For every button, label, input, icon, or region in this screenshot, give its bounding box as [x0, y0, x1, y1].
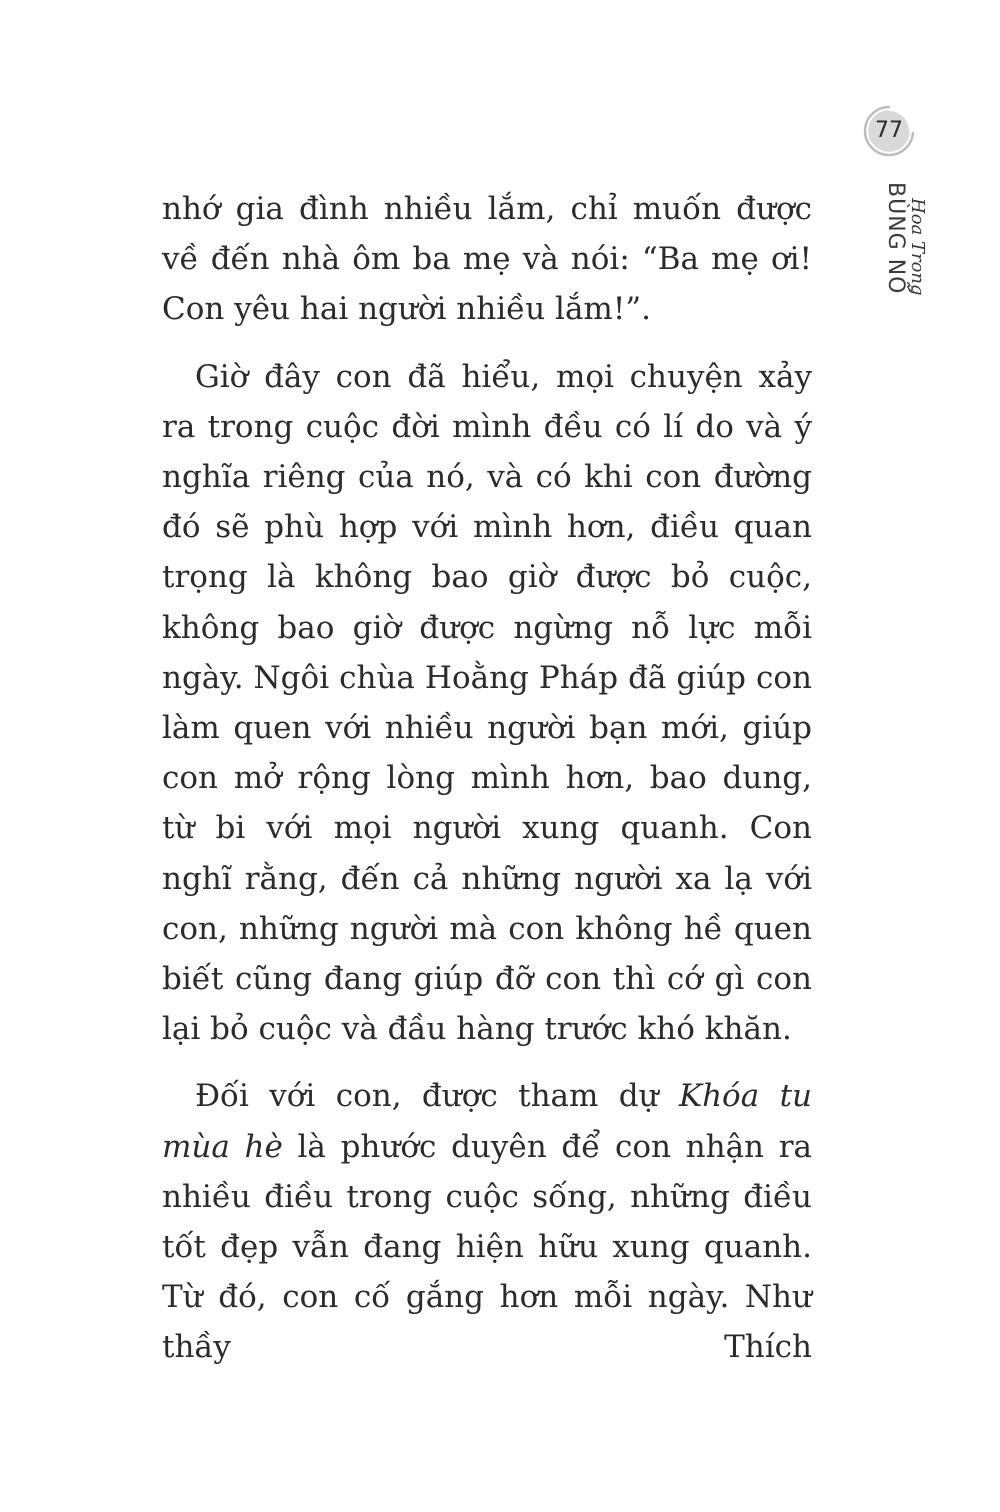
- running-title-script: Hoa Trong: [907, 198, 928, 296]
- paragraph-2: Giờ đây con đã hiểu, mọi chuyện xảy ra trong cuộc đời mình đều có lí do và ý nghĩa riêng của nó, và có khi con đường đó sẽ phù hợp với mình hơn, điều quan trọng là không bao giờ được bỏ cuộc, không bao giờ được ngừng nỗ lực mỗi ngày. Ngôi chùa Hoằng Pháp đã giúp con làm quen với nhiều người bạn mới, giúp con mở rộng lòng mình hơn, bao dung, từ bi với mọi người xung quanh. Con nghĩ rằng, đến cả những người xa lạ với con, những người mà con không hề quen biết cũng đang giúp đỡ con thì cớ gì con lại bỏ cuộc và đầu hàng trước khó khăn.: [162, 358, 812, 1048]
- paragraph-1: nhớ gia đình nhiều lắm, chỉ muốn được về đến nhà ôm ba mẹ và nói: “Ba mẹ ơi! Con yêu hai người nhiều lắm!”.: [162, 191, 812, 328]
- paragraph-3-italic: Khóa tu mùa hè: [162, 1078, 812, 1165]
- running-title: [868, 182, 928, 296]
- paragraph-3-before: Đối với con, được tham dự: [195, 1078, 679, 1115]
- running-title-text: BÙNG NỔ: [883, 182, 908, 295]
- body-text: [162, 184, 812, 1390]
- paragraph-3-after: là phước duyên để con nhận ra nhiều điều trong cuộc sống, những điều tốt đẹp vẫn đang hiện hữu xung quanh. Từ đó, con cố gắng hơn mỗi ngày. Như thầy Thích: [162, 1128, 812, 1366]
- paragraph-3: [162, 1071, 812, 1372]
- page-number: 77: [875, 118, 903, 143]
